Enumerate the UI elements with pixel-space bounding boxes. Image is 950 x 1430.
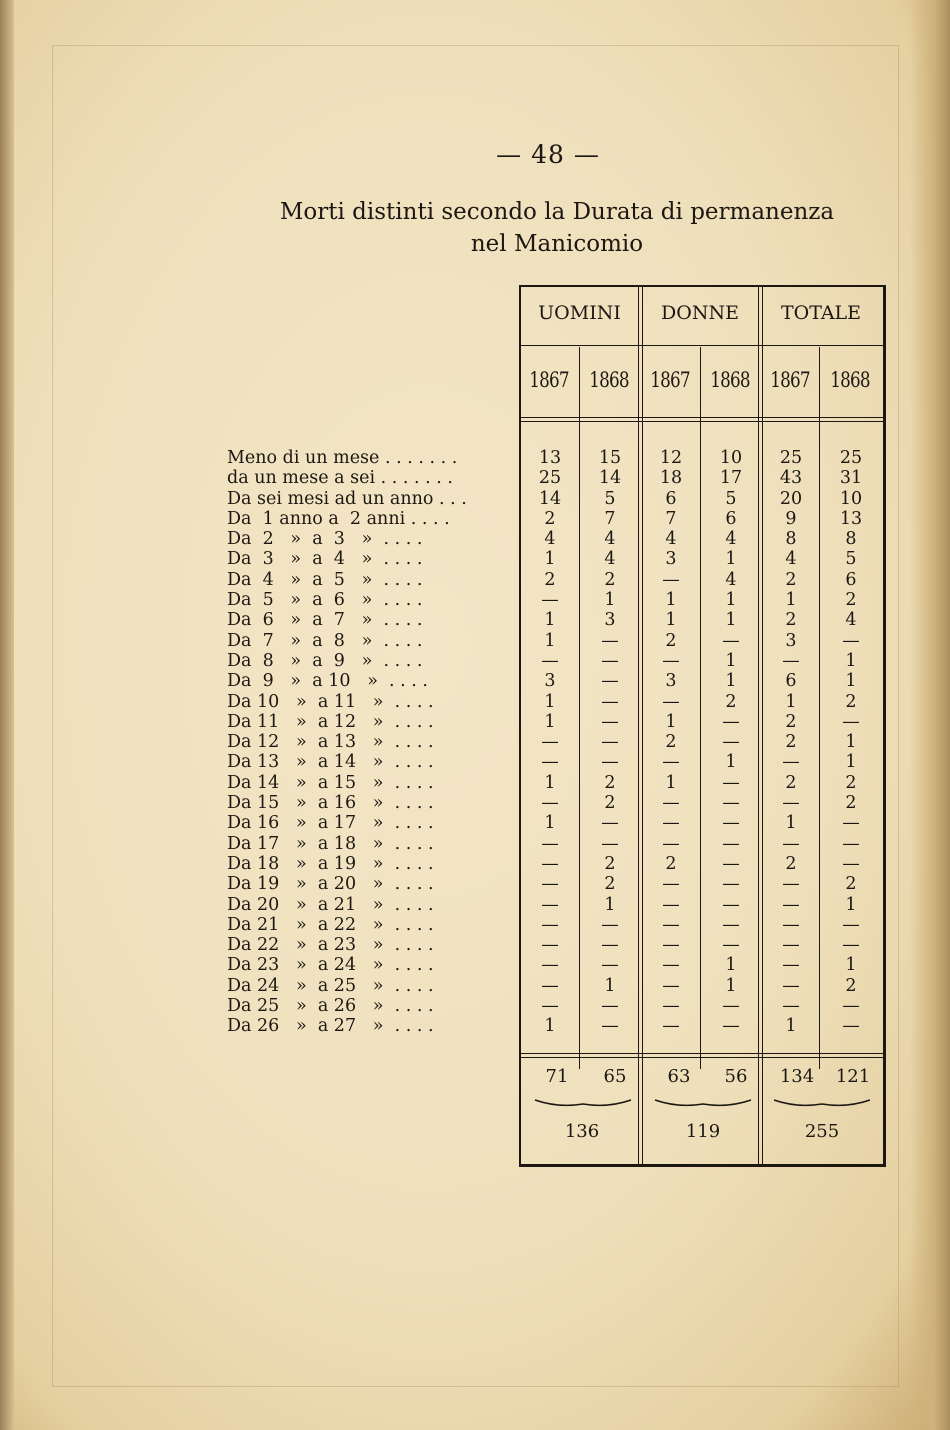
table-cell: 3 xyxy=(785,630,797,651)
table-cell: 2 xyxy=(665,853,677,874)
table-cell: 1 xyxy=(785,813,797,834)
table-cell: 2 xyxy=(604,874,616,895)
table-cell: 25 xyxy=(538,468,562,489)
row-label: Da 19 » a 20 » . . . . xyxy=(227,874,434,895)
table-cell: 14 xyxy=(538,488,562,509)
table-cell: — xyxy=(782,874,800,895)
table-cell: 2 xyxy=(604,772,616,793)
table-cell: 2 xyxy=(845,874,857,895)
table-cell: 4 xyxy=(544,529,556,550)
column-donne-1867 xyxy=(641,448,701,1037)
sum-donne-1867: 63 xyxy=(667,1066,691,1087)
row-label: Da 9 » a 10 » . . . . xyxy=(227,671,428,692)
table-cell: — xyxy=(541,996,559,1017)
row-label: Da 2 » a 3 » . . . . xyxy=(227,529,423,550)
table-cell: — xyxy=(722,630,740,651)
row-label: Da 24 » a 25 » . . . . xyxy=(227,975,434,996)
table-cell: 1 xyxy=(725,549,737,570)
row-label: Da 4 » a 5 » . . . . xyxy=(227,569,423,590)
table-cell: 2 xyxy=(604,569,616,590)
table-cell: 3 xyxy=(544,671,556,692)
table-cell: — xyxy=(662,874,680,895)
page-edge-right xyxy=(910,0,950,1430)
table-cell: — xyxy=(722,833,740,854)
column-totale-1868 xyxy=(821,448,881,1037)
table-cell: — xyxy=(722,711,740,732)
total-rule xyxy=(521,1053,883,1054)
row-label: Da 15 » a 16 » . . . . xyxy=(227,793,434,814)
row-label: Da 17 » a 18 » . . . . xyxy=(227,833,434,854)
table-cell: 1 xyxy=(725,955,737,976)
table-cell: — xyxy=(541,955,559,976)
table-cell: — xyxy=(782,975,800,996)
year-header: 1868 xyxy=(710,368,750,392)
table-cell: 7 xyxy=(604,508,616,529)
group-header-donne: DONNE xyxy=(661,302,739,324)
year-header: 1868 xyxy=(830,368,870,392)
page-edge-left xyxy=(0,0,14,1430)
row-label: Da 22 » a 23 » . . . . xyxy=(227,935,434,956)
table-cell: — xyxy=(722,874,740,895)
table-cell: 13 xyxy=(839,508,863,529)
grand-total-totale: 255 xyxy=(804,1121,840,1142)
row-label: Da sei mesi ad un anno . . . xyxy=(227,488,467,509)
table-cell: 2 xyxy=(665,732,677,753)
table-cell: — xyxy=(842,935,860,956)
header-rule xyxy=(521,345,883,346)
grand-total-uomini: 136 xyxy=(564,1121,600,1142)
table-cell: — xyxy=(541,853,559,874)
row-label: Da 14 » a 15 » . . . . xyxy=(227,772,434,793)
table-cell: 6 xyxy=(725,508,737,529)
table-cell: — xyxy=(722,853,740,874)
table-cell: 1 xyxy=(665,772,677,793)
table-cell: — xyxy=(722,935,740,956)
table-cell: 4 xyxy=(725,529,737,550)
header-rule xyxy=(521,417,883,418)
table-cell: 1 xyxy=(544,711,556,732)
table-cell: 10 xyxy=(719,448,743,468)
table-cell: 1 xyxy=(725,671,737,692)
table-cell: — xyxy=(662,894,680,915)
table-cell: — xyxy=(782,914,800,935)
table-cell: — xyxy=(601,630,619,651)
table-cell: — xyxy=(601,935,619,956)
table-cell: 31 xyxy=(839,468,863,489)
title-line-2: nel Manicomio xyxy=(470,231,644,257)
table-cell: 2 xyxy=(725,691,737,712)
table-cell: 4 xyxy=(665,529,677,550)
table-cell: 4 xyxy=(604,529,616,550)
table-cell: — xyxy=(541,935,559,956)
row-label: Da 8 » a 9 » . . . . xyxy=(227,650,423,671)
table-cell: — xyxy=(662,569,680,590)
table-cell: 4 xyxy=(725,569,737,590)
table-cell: 1 xyxy=(785,691,797,712)
table-cell: 43 xyxy=(779,468,803,489)
table-cell: 7 xyxy=(665,508,677,529)
table-cell: 1 xyxy=(665,711,677,732)
group-header-totale: TOTALE xyxy=(780,302,862,324)
table-cell: 1 xyxy=(785,590,797,611)
brace-donne xyxy=(653,1098,753,1112)
table-cell: — xyxy=(842,1016,860,1037)
table-cell: 1 xyxy=(665,590,677,611)
brace-totale xyxy=(772,1098,872,1112)
table-cell: 18 xyxy=(659,468,683,489)
table-cell: — xyxy=(541,752,559,773)
table-cell: — xyxy=(782,833,800,854)
table-cell: 1 xyxy=(725,590,737,611)
row-label: Da 25 » a 26 » . . . . xyxy=(227,996,434,1017)
table-cell: 2 xyxy=(785,772,797,793)
year-header: 1867 xyxy=(650,368,690,392)
table-cell: — xyxy=(541,590,559,611)
table-cell: 1 xyxy=(845,671,857,692)
row-label: Da 11 » a 12 » . . . . xyxy=(227,711,434,732)
table-cell: 8 xyxy=(785,529,797,550)
table-cell: — xyxy=(662,793,680,814)
table-cell: — xyxy=(662,752,680,773)
table-cell: — xyxy=(722,1016,740,1037)
table-cell: — xyxy=(782,955,800,976)
table-cell: 2 xyxy=(845,793,857,814)
sum-totale-1867: 134 xyxy=(779,1066,815,1087)
table-cell: — xyxy=(662,914,680,935)
table-cell: 14 xyxy=(598,468,622,489)
column-donne-1868 xyxy=(701,448,761,1037)
row-label: Da 18 » a 19 » . . . . xyxy=(227,853,434,874)
table-cell: — xyxy=(662,955,680,976)
table-cell: 2 xyxy=(785,610,797,631)
table-cell: 2 xyxy=(845,772,857,793)
table-cell: 1 xyxy=(544,1016,556,1037)
table-cell: 20 xyxy=(779,488,803,509)
table-cell: — xyxy=(541,833,559,854)
table-cell: 25 xyxy=(779,448,803,468)
table-cell: 4 xyxy=(604,549,616,570)
table-cell: 2 xyxy=(604,793,616,814)
table-cell: 1 xyxy=(544,610,556,631)
table-cell: 6 xyxy=(785,671,797,692)
table-cell: 2 xyxy=(845,975,857,996)
table-cell: 6 xyxy=(665,488,677,509)
table-cell: — xyxy=(722,813,740,834)
table-cell: 5 xyxy=(725,488,737,509)
table-cell: 2 xyxy=(785,732,797,753)
row-labels xyxy=(227,448,517,1037)
row-label: Da 16 » a 17 » . . . . xyxy=(227,813,434,834)
table-cell: 2 xyxy=(544,508,556,529)
table-cell: — xyxy=(842,813,860,834)
column-totale-1867 xyxy=(761,448,821,1037)
sum-donne-1868: 56 xyxy=(724,1066,748,1087)
title-line-1: Morti distinti secondo la Durata di permanenza xyxy=(279,199,835,225)
table-cell: 2 xyxy=(785,569,797,590)
row-label: Da 12 » a 13 » . . . . xyxy=(227,732,434,753)
row-label: Meno di un mese . . . . . . . xyxy=(227,448,458,468)
table-cell: 2 xyxy=(785,711,797,732)
table-cell: 3 xyxy=(604,610,616,631)
table-cell: — xyxy=(842,630,860,651)
table-cell: 1 xyxy=(785,1016,797,1037)
table-cell: — xyxy=(601,711,619,732)
table-cell: — xyxy=(601,650,619,671)
row-label: Da 26 » a 27 » . . . . xyxy=(227,1016,434,1037)
table-cell: — xyxy=(722,914,740,935)
table-cell: — xyxy=(782,793,800,814)
table-cell: 12 xyxy=(659,448,683,468)
table-cell: — xyxy=(842,853,860,874)
table-cell: — xyxy=(601,1016,619,1037)
table-cell: — xyxy=(722,732,740,753)
sum-uomini-1868: 65 xyxy=(603,1066,627,1087)
table-cell: 25 xyxy=(839,448,863,468)
table-cell: — xyxy=(662,975,680,996)
table-cell: — xyxy=(662,691,680,712)
table-cell: — xyxy=(782,752,800,773)
table-cell: 5 xyxy=(604,488,616,509)
table-cell: — xyxy=(541,975,559,996)
sum-uomini-1867: 71 xyxy=(545,1066,569,1087)
table-cell: — xyxy=(782,935,800,956)
table-cell: — xyxy=(842,833,860,854)
table-cell: — xyxy=(541,793,559,814)
table-cell: — xyxy=(662,996,680,1017)
table-cell: — xyxy=(782,650,800,671)
table-cell: 8 xyxy=(845,529,857,550)
row-label: Da 6 » a 7 » . . . . xyxy=(227,610,423,631)
table-cell: 1 xyxy=(845,732,857,753)
page-number: — 48 — xyxy=(496,140,600,169)
row-label: Da 13 » a 14 » . . . . xyxy=(227,752,434,773)
row-label: Da 23 » a 24 » . . . . xyxy=(227,955,434,976)
table-cell: — xyxy=(601,671,619,692)
total-rule xyxy=(521,1057,883,1058)
table-cell: — xyxy=(842,996,860,1017)
table-cell: 1 xyxy=(845,955,857,976)
table-cell: — xyxy=(662,935,680,956)
table-cell: 2 xyxy=(785,853,797,874)
table-cell: 9 xyxy=(785,508,797,529)
table-cell: — xyxy=(601,955,619,976)
table-cell: 1 xyxy=(544,549,556,570)
table-cell: — xyxy=(541,894,559,915)
group-header-uomini: UOMINI xyxy=(538,302,621,324)
row-label: Da 1 anno a 2 anni . . . . xyxy=(227,508,450,529)
table-cell: 1 xyxy=(665,610,677,631)
table-cell: 1 xyxy=(725,610,737,631)
row-label: Da 10 » a 11 » . . . . xyxy=(227,691,434,712)
table-cell: — xyxy=(601,914,619,935)
page-title xyxy=(232,196,882,260)
table-cell: 3 xyxy=(665,671,677,692)
brace-uomini xyxy=(533,1098,633,1112)
table-cell: 1 xyxy=(725,752,737,773)
table-cell: 1 xyxy=(604,975,616,996)
table-cell: — xyxy=(662,1016,680,1037)
table-cell: 1 xyxy=(544,691,556,712)
table-cell: 5 xyxy=(845,549,857,570)
year-header: 1867 xyxy=(529,368,569,392)
table-cell: — xyxy=(722,894,740,915)
row-label: Da 5 » a 6 » . . . . xyxy=(227,590,423,611)
table-cell: 1 xyxy=(544,630,556,651)
table-cell: 1 xyxy=(544,772,556,793)
table-cell: — xyxy=(601,752,619,773)
table-cell: 4 xyxy=(845,610,857,631)
sum-totale-1868: 121 xyxy=(835,1066,871,1087)
table-cell: 3 xyxy=(665,549,677,570)
table-cell: 1 xyxy=(604,894,616,915)
table-cell: 4 xyxy=(785,549,797,570)
row-label: Da 20 » a 21 » . . . . xyxy=(227,894,434,915)
table-cell: 1 xyxy=(725,975,737,996)
row-label: Da 3 » a 4 » . . . . xyxy=(227,549,423,570)
table-cell: 2 xyxy=(604,853,616,874)
table-cell: 6 xyxy=(845,569,857,590)
table-cell: 13 xyxy=(538,448,562,468)
table-cell: — xyxy=(782,894,800,915)
table-cell: 17 xyxy=(719,468,743,489)
table-cell: 1 xyxy=(725,650,737,671)
column-uomini-1868 xyxy=(580,448,640,1037)
table-cell: — xyxy=(541,650,559,671)
row-label: Da 21 » a 22 » . . . . xyxy=(227,914,434,935)
table-cell: — xyxy=(601,732,619,753)
table-cell: 2 xyxy=(845,590,857,611)
table-cell: — xyxy=(662,650,680,671)
table-cell: — xyxy=(662,833,680,854)
header-rule xyxy=(521,421,883,422)
table-cell: — xyxy=(601,813,619,834)
table-cell: — xyxy=(722,772,740,793)
table-cell: 1 xyxy=(845,752,857,773)
column-uomini-1867 xyxy=(520,448,580,1037)
table-cell: — xyxy=(842,914,860,935)
table-cell: — xyxy=(722,793,740,814)
table-cell: — xyxy=(601,833,619,854)
table-cell: 1 xyxy=(544,813,556,834)
table-cell: — xyxy=(782,996,800,1017)
year-header: 1867 xyxy=(770,368,810,392)
table-cell: 2 xyxy=(665,630,677,651)
table-cell: 10 xyxy=(839,488,863,509)
table-cell: — xyxy=(842,711,860,732)
table-cell: — xyxy=(541,914,559,935)
table-cell: 2 xyxy=(845,691,857,712)
table-cell: 1 xyxy=(845,894,857,915)
year-header: 1868 xyxy=(589,368,629,392)
table-cell: — xyxy=(601,996,619,1017)
table-cell: 15 xyxy=(598,448,622,468)
table-cell: — xyxy=(541,732,559,753)
table-cell: 1 xyxy=(604,590,616,611)
table-cell: — xyxy=(541,874,559,895)
row-label: da un mese a sei . . . . . . . xyxy=(227,468,453,489)
table-cell: 2 xyxy=(544,569,556,590)
row-label: Da 7 » a 8 » . . . . xyxy=(227,630,423,651)
table-cell: — xyxy=(722,996,740,1017)
table-cell: — xyxy=(662,813,680,834)
grand-total-donne: 119 xyxy=(685,1121,721,1142)
table-cell: 1 xyxy=(845,650,857,671)
table-cell: — xyxy=(601,691,619,712)
